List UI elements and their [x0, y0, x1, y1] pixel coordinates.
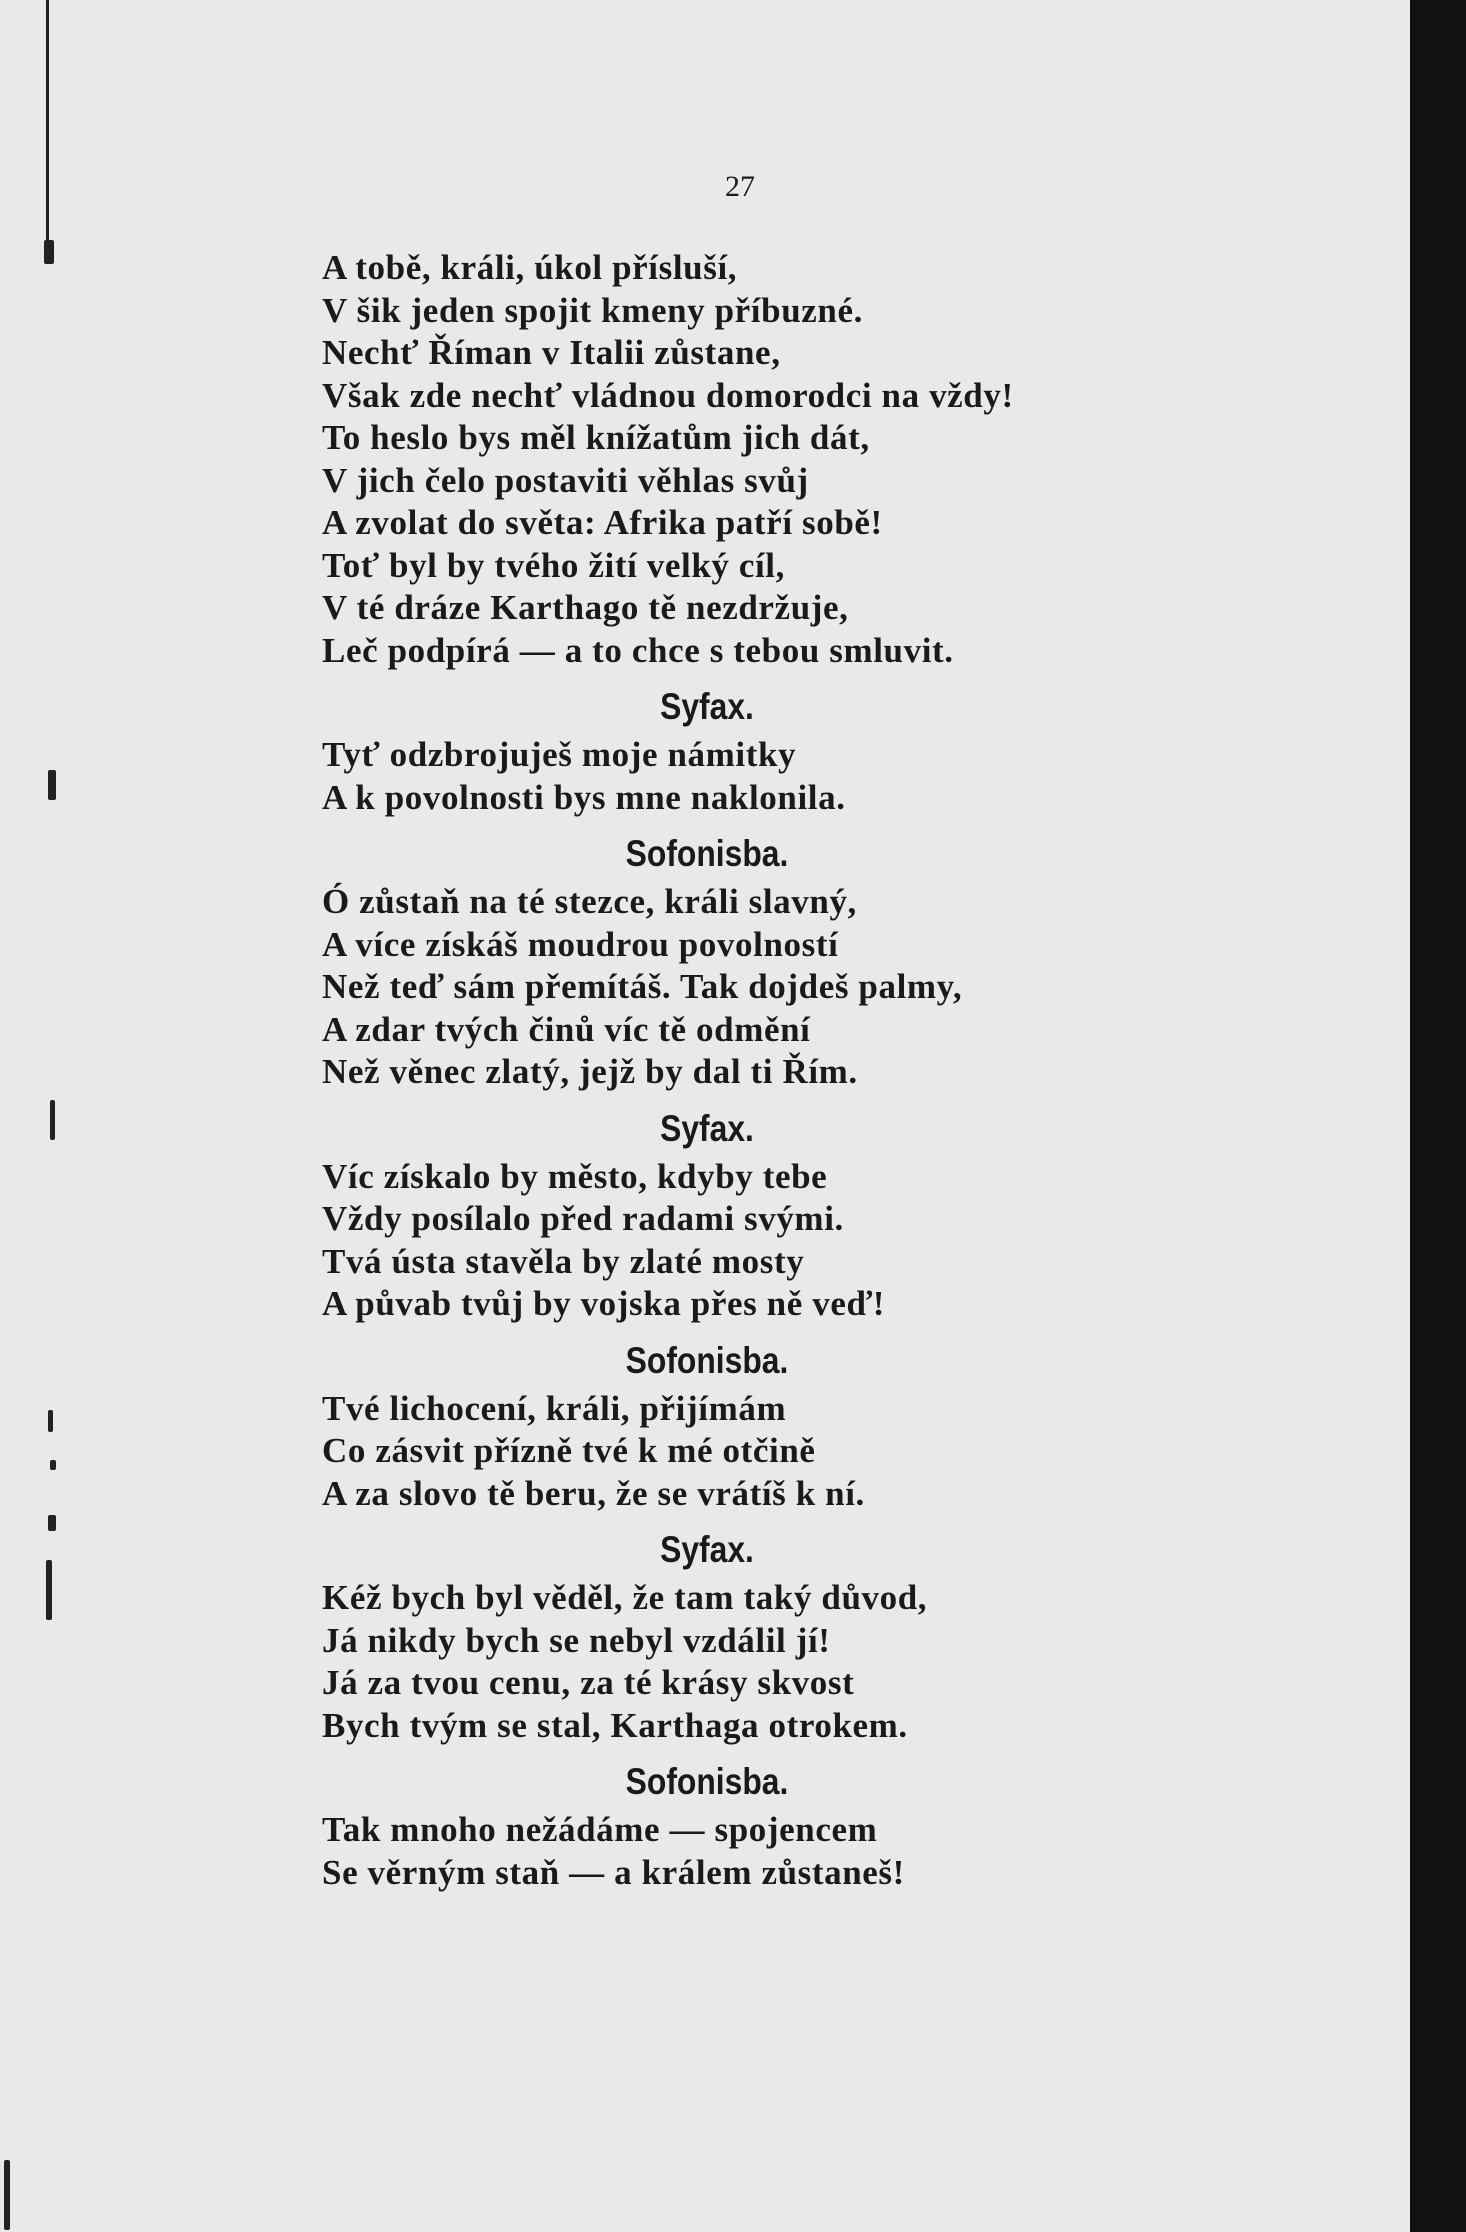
verse-line: Ó zůstaň na té stezce, králi slavný, [322, 882, 857, 921]
verse-line: To heslo bys měl knížatům jich dát, [322, 418, 870, 457]
verse-line: Tvá ústa stavěla by zlaté mosty [322, 1241, 805, 1281]
gutter-mark [50, 1100, 55, 1140]
gutter-mark [46, 1560, 52, 1620]
verse-line: A půvab tvůj by vojska přes ně veď! [322, 1284, 885, 1323]
play-text [322, 247, 1222, 1894]
speaker-name: Syfax. [660, 1529, 754, 1570]
gutter-mark [50, 1460, 56, 1470]
page-number: 27 [725, 170, 755, 203]
speaker-name: Sofonisba. [625, 1761, 789, 1802]
verse-line: Však zde nechť vládnou domorodci na vždy! [322, 375, 1014, 415]
gutter-mark [4, 2160, 10, 2230]
verse-line: Víc získalo by město, kdyby tebe [322, 1156, 828, 1196]
verse-line: A k povolnosti bys mne naklonila. [322, 777, 846, 817]
verse-line: Já za tvou cenu, za té krásy skvost [322, 1663, 855, 1702]
verse-line: Já nikdy bych se nebyl vzdálil jí! [322, 1620, 831, 1660]
verse-line: Bych tvým se stal, Karthaga otrokem. [322, 1705, 908, 1745]
verse-line: Nechť Říman v Italii zůstane, [322, 333, 781, 372]
verse-line: Tak mnoho nežádáme — spojencem [322, 1810, 878, 1849]
verse-line: A zvolat do světa: Afrika patří sobě! [322, 503, 883, 542]
verse-line: A tobě, králi, úkol přísluší, [322, 248, 738, 287]
verse-line: A více získáš moudrou povolností [322, 924, 839, 964]
speaker-name: Syfax. [660, 1107, 754, 1149]
speaker-name: Syfax. [660, 686, 754, 727]
verse-line: Co zásvit přízně tvé k mé otčině [322, 1431, 816, 1470]
verse-line: A zdar tvých činů víc tě odmění [322, 1009, 811, 1049]
verse-line: Toť byl by tvého žití velký cíl, [322, 545, 785, 585]
verse-line: A za slovo tě beru, že se vrátíš k ní. [322, 1473, 865, 1513]
binding-edge-mark [46, 0, 49, 250]
verse-line: V té dráze Karthago tě nezdržuje, [322, 588, 849, 627]
speaker-name: Sofonisba. [625, 833, 789, 874]
verse-line: Tvé lichocení, králi, přijímám [322, 1388, 787, 1428]
verse-line: V jich čelo postaviti věhlas svůj [322, 460, 809, 500]
gutter-mark [48, 1410, 53, 1432]
verse-line: Se věrným staň — a králem zůstaneš! [322, 1852, 905, 1892]
gutter-mark [48, 770, 56, 800]
verse-line: Než věnec zlatý, jejž by dal ti Řím. [322, 1052, 858, 1091]
verse-line: Kéž bych byl věděl, že tam taký důvod, [322, 1578, 928, 1617]
verse-line: Tyť odzbrojuješ moje námitky [322, 735, 797, 774]
scan-border [1410, 0, 1466, 2232]
gutter-mark [44, 240, 54, 264]
speaker-name: Sofonisba. [625, 1339, 789, 1381]
verse-line: Vždy posílalo před radami svými. [322, 1199, 844, 1238]
verse-line: Leč podpírá — a to chce s tebou smluvit. [322, 630, 954, 670]
verse-line: V šik jeden spojit kmeny příbuzné. [322, 290, 863, 330]
verse-line: Než teď sám přemítáš. Tak dojdeš palmy, [322, 967, 963, 1006]
gutter-mark [48, 1515, 56, 1531]
